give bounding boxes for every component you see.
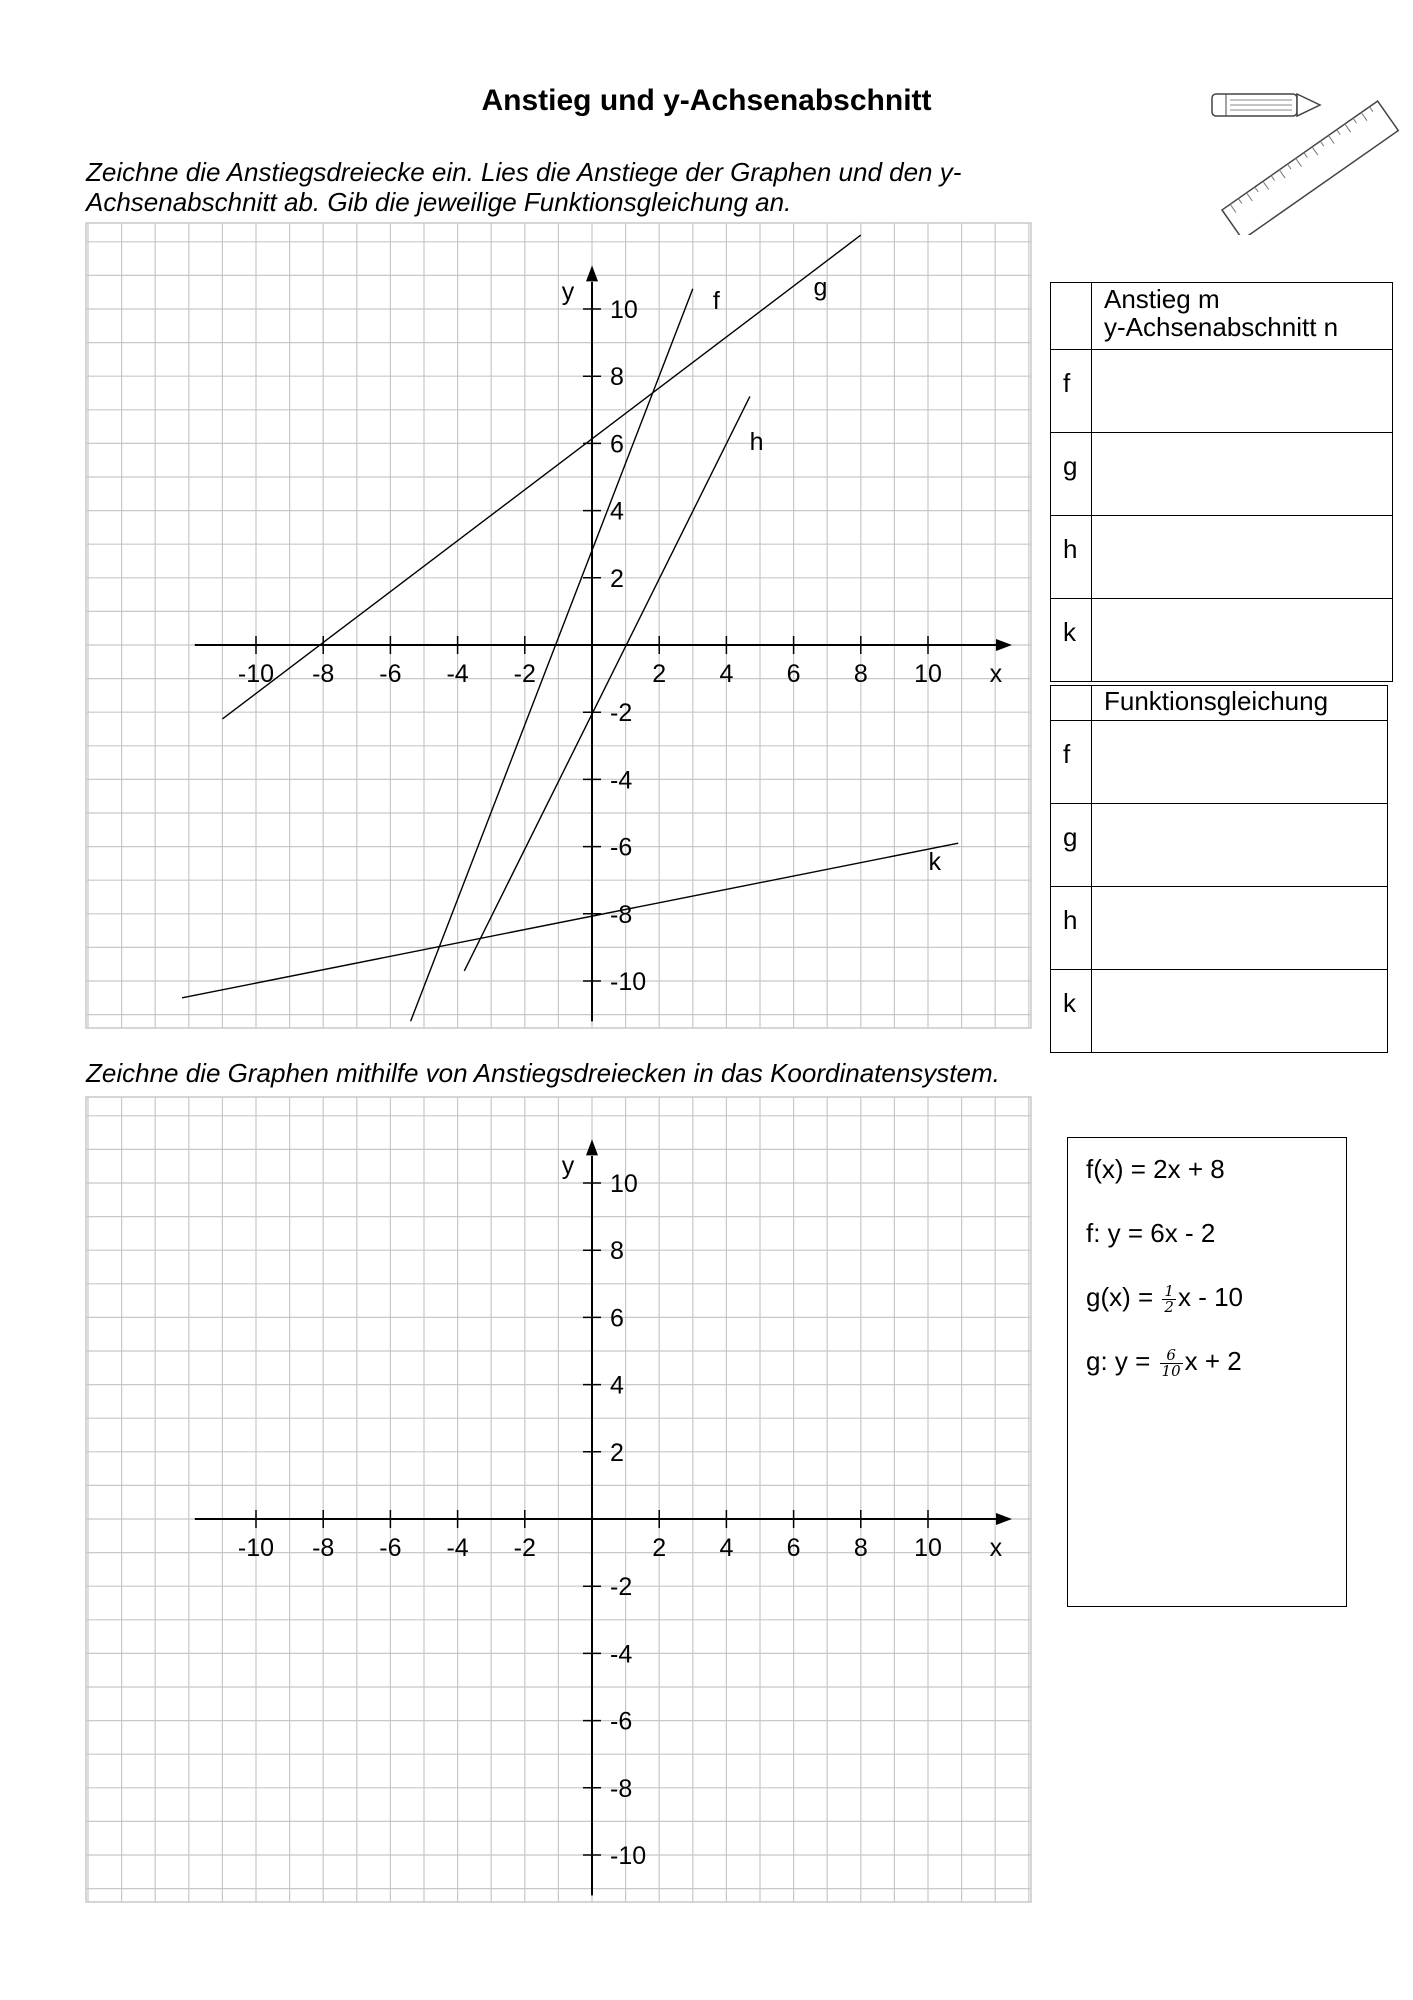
table-header-row (1051, 686, 1388, 721)
equation-box (1067, 1137, 1347, 1607)
y-tick-label: 10 (610, 1170, 638, 1198)
y-tick-label: -2 (610, 699, 633, 728)
y-tick-label: 6 (610, 430, 624, 459)
x-tick-label: 2 (652, 1534, 667, 1562)
ruler-icon (1222, 101, 1398, 235)
table-row (1051, 350, 1393, 433)
table-row (1051, 804, 1388, 887)
y-axis-label: y (561, 1152, 575, 1181)
row-label: k (1051, 599, 1092, 682)
slope-intercept-table (1050, 282, 1393, 682)
y-tick-label: 10 (610, 296, 638, 324)
fraction-denominator: 2 (1164, 1297, 1174, 1316)
x-tick-label: -8 (312, 1534, 335, 1562)
answer-cell[interactable] (1092, 599, 1393, 682)
x-tick-label: 10 (914, 660, 942, 688)
answer-cell[interactable] (1092, 970, 1388, 1053)
table-header-row (1051, 283, 1393, 350)
y-tick-label: 8 (610, 1237, 624, 1266)
equation-3-suffix: x - 10 (1177, 1282, 1243, 1312)
graph-plot-2 (86, 1097, 1031, 1902)
row-label: k (1051, 970, 1092, 1053)
x-tick-label: -2 (513, 660, 536, 688)
x-axis-arrow (996, 1513, 1012, 1525)
equation-4-suffix: x + 2 (1184, 1346, 1242, 1376)
coordinate-system-graphs (86, 223, 1031, 1028)
task2-instruction: Zeichne die Graphen mithilfe von Anstiegsdreiecken in das Koordinatensystem. (86, 1058, 1000, 1088)
fraction (1160, 1345, 1183, 1380)
y-tick-label: -10 (610, 968, 647, 996)
row-label: f (1051, 350, 1092, 433)
y-tick-label: -8 (610, 1774, 633, 1803)
x-tick-label: 6 (786, 660, 801, 688)
function-equation-table (1050, 685, 1388, 1053)
pencil-and-ruler-illustration (1210, 60, 1400, 240)
series-label-h: h (749, 428, 764, 457)
series-label-k: k (928, 848, 941, 877)
x-tick-label: 8 (853, 660, 868, 688)
header-intercept: y-Achsenabschnitt n (1104, 312, 1339, 342)
answer-cell[interactable] (1092, 804, 1388, 887)
equation-3 (1086, 1276, 1328, 1318)
answer-cell[interactable] (1092, 887, 1388, 970)
y-tick-label: 4 (610, 497, 624, 526)
grid (86, 223, 1031, 1028)
table-row (1051, 516, 1393, 599)
y-tick-label: -4 (610, 766, 633, 795)
y-tick-label: -10 (610, 1842, 647, 1870)
x-tick-label: 8 (853, 1534, 868, 1562)
equation-2: f: y = 6x - 2 (1086, 1218, 1216, 1248)
x-tick-label: 10 (914, 1534, 942, 1562)
series-line-f (411, 289, 693, 1022)
fraction-numerator: 6 (1160, 1348, 1183, 1364)
page-title: Anstieg und y-Achsenabschnitt (481, 84, 932, 117)
y-tick-label: 2 (610, 564, 624, 593)
y-tick-label: -4 (610, 1640, 633, 1669)
y-axis-arrow (586, 1139, 598, 1155)
series-line-h (464, 396, 750, 971)
x-tick-label: -4 (446, 1534, 469, 1562)
y-axis-label: y (561, 278, 575, 307)
row-label: f (1051, 721, 1092, 804)
x-tick-label: 4 (719, 1534, 734, 1562)
row-label: g (1051, 804, 1092, 887)
header-equation: Funktionsgleichung (1092, 686, 1388, 721)
table-row (1051, 887, 1388, 970)
row-label: h (1051, 516, 1092, 599)
fraction-denominator: 10 (1161, 1361, 1181, 1380)
y-tick-label: 8 (610, 363, 624, 392)
x-tick-label: -6 (379, 1534, 402, 1562)
fraction-numerator: 1 (1164, 1281, 1174, 1300)
y-axis-arrow (586, 265, 598, 281)
series-line-k (182, 843, 958, 998)
x-tick-label: -10 (237, 1534, 275, 1562)
equation-4 (1086, 1340, 1328, 1382)
table-row (1051, 433, 1393, 516)
equation-3-prefix: g(x) = (1086, 1282, 1161, 1312)
x-axis-arrow (996, 639, 1012, 651)
y-tick-label: -2 (610, 1573, 633, 1602)
axes (195, 265, 1012, 1021)
x-tick-label: -8 (312, 660, 335, 688)
x-tick-label: -10 (237, 660, 275, 688)
coordinate-system-empty[interactable] (86, 1097, 1031, 1902)
header-slope: Anstieg m (1104, 284, 1220, 314)
y-tick-label: 4 (610, 1371, 624, 1400)
answer-cell[interactable] (1092, 516, 1393, 599)
y-tick-label: -8 (610, 900, 633, 929)
table-row (1051, 599, 1393, 682)
answer-cell[interactable] (1092, 433, 1393, 516)
row-label: h (1051, 887, 1092, 970)
x-tick-label: -2 (513, 1534, 536, 1562)
grid (86, 1097, 1031, 1902)
pencil-icon (1212, 94, 1320, 116)
answer-cell[interactable] (1092, 350, 1393, 433)
y-tick-label: -6 (610, 1707, 633, 1736)
x-axis-label: x (989, 1534, 1003, 1562)
x-tick-label: -6 (379, 660, 402, 688)
y-tick-label: -6 (610, 833, 633, 862)
table-row (1051, 721, 1388, 804)
series-label-g: g (813, 273, 828, 302)
row-label: g (1051, 433, 1092, 516)
x-tick-label: 4 (719, 660, 734, 688)
x-tick-label: -4 (446, 660, 469, 688)
axes (195, 1139, 1012, 1895)
x-tick-label: 6 (786, 1534, 801, 1562)
task1-instruction: Zeichne die Anstiegsdreiecke ein. Lies die Anstiege der Graphen und den y-Achsenabschnitt ab. Gib die jeweilige Funktionsgleichung an. (86, 157, 962, 217)
x-tick-label: 2 (652, 660, 667, 688)
graph-plot-1 (86, 223, 1031, 1028)
answer-cell[interactable] (1092, 721, 1388, 804)
equation-4-prefix: g: y = (1086, 1346, 1158, 1376)
series-label-f: f (712, 287, 720, 315)
table-row (1051, 970, 1388, 1053)
y-tick-label: 2 (610, 1438, 624, 1467)
x-axis-label: x (989, 660, 1003, 688)
fraction (1162, 1281, 1176, 1316)
equation-1: f(x) = 2x + 8 (1086, 1154, 1225, 1184)
y-tick-label: 6 (610, 1304, 624, 1333)
